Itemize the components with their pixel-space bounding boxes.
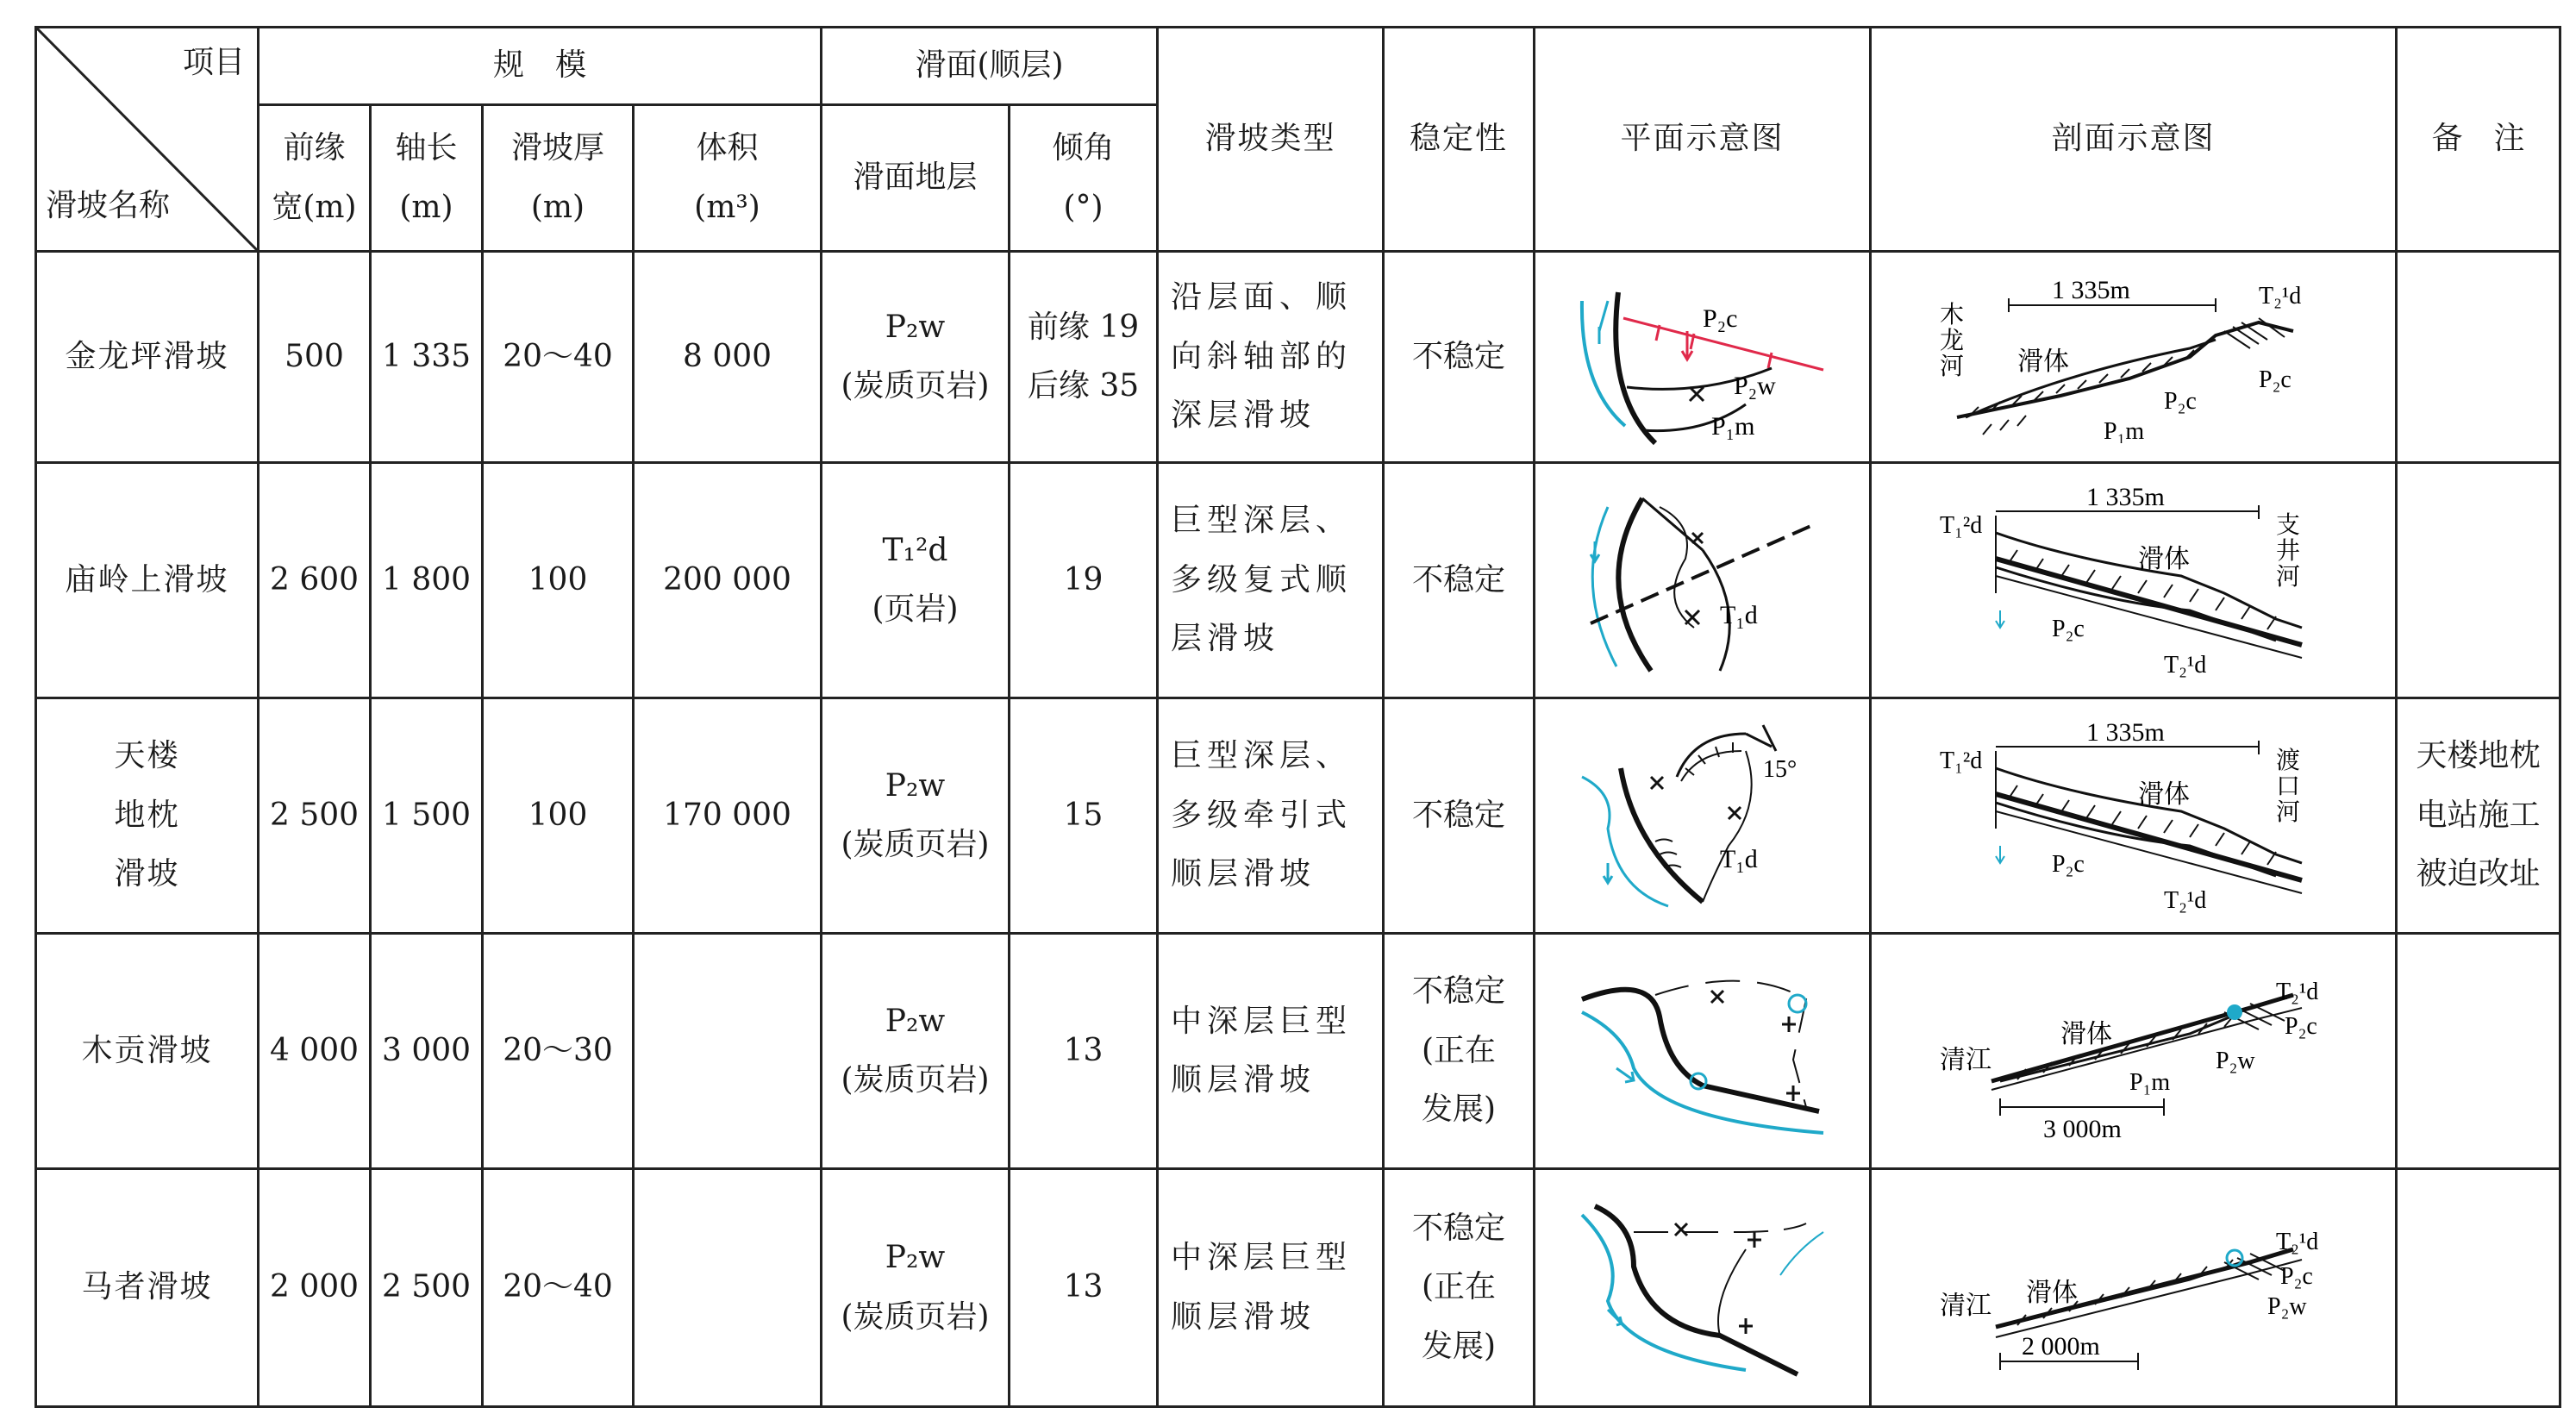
axis-length-value: 2 500 (371, 1169, 483, 1407)
stratum-value: P₂w (炭质页岩) (822, 934, 1010, 1169)
landslide-cross-section-sketch-icon (1931, 716, 2336, 915)
section-label: T₂¹d (2163, 652, 2206, 679)
header-section: 剖面示意图 (1871, 28, 2397, 252)
header-front-width: 前缘 宽(m) (259, 105, 371, 252)
landslide-type: 中深层巨型 顺层滑坡 (1158, 1169, 1384, 1407)
header-slide-group: 滑面(顺层) (822, 28, 1158, 105)
plan-label: 15° (1762, 756, 1797, 783)
landslide-name: 天楼 地枕 滑坡 (36, 698, 259, 934)
section-label: P₂c (2284, 1013, 2317, 1040)
plan-label: P₁m (1710, 412, 1754, 441)
axis-length-value: 1 335 (371, 252, 483, 463)
stratum-value: P₂w (炭质页岩) (822, 698, 1010, 934)
section-label: P₂c (2258, 366, 2292, 393)
table-row (36, 252, 2560, 463)
plan-sketch-cell (1535, 698, 1871, 934)
section-label: P₂c (2279, 1262, 2313, 1290)
axis-length-value: 1 800 (371, 463, 483, 698)
section-label: P₂c (2051, 616, 2085, 642)
landslide-plan-sketch-icon (1573, 1198, 1832, 1379)
section-label: P₂c (2051, 851, 2085, 878)
plan-label: T₁d (1719, 601, 1758, 629)
plan-sketch-cell (1535, 1169, 1871, 1407)
stability-value: 不稳定 (1384, 252, 1535, 463)
section-label: 滑体 (2137, 545, 2190, 573)
stability-value: 不稳定 (正在 发展) (1384, 1169, 1535, 1407)
axis-length-value: 1 500 (371, 698, 483, 934)
section-label: T₁²d (1939, 748, 1982, 774)
landslide-name: 庙岭上滑坡 (36, 463, 259, 698)
remark-value (2397, 252, 2560, 463)
volume-value: 200 000 (634, 463, 822, 698)
section-label: P₂w (2215, 1048, 2255, 1074)
axis-length-value: 3 000 (371, 934, 483, 1169)
section-label: 滑体 (2025, 1278, 2078, 1307)
header-stability: 稳定性 (1384, 28, 1535, 252)
plan-label: T₁d (1719, 845, 1758, 873)
section-label: 滑体 (2137, 780, 2190, 809)
stratum-value: P₂w (炭质页岩) (822, 1169, 1010, 1407)
dip-value: 前缘 19 后缘 35 (1010, 252, 1158, 463)
section-label: T₂¹d (2258, 283, 2301, 310)
table-row (36, 463, 2560, 698)
section-label: 清江 (1939, 1291, 1991, 1320)
front-width-value: 500 (259, 252, 371, 463)
stratum-value: P₂w (炭质页岩) (822, 252, 1010, 463)
volume-value (634, 1169, 822, 1407)
stability-value: 不稳定 (1384, 463, 1535, 698)
section-label: 3 000m (2042, 1115, 2122, 1142)
landslide-plan-sketch-icon (1573, 481, 1832, 679)
thickness-value: 20～40 (483, 1169, 634, 1407)
remark-value (2397, 463, 2560, 698)
plan-label: P₂c (1702, 304, 1737, 333)
section-label: P₂w (2267, 1292, 2307, 1320)
section-label: T₂¹d (2163, 887, 2206, 914)
landslide-cross-section-sketch-icon (1931, 960, 2336, 1142)
section-label: 滑体 (2016, 347, 2069, 376)
section-sketch-cell (1871, 698, 2397, 934)
dip-value: 13 (1010, 934, 1158, 1169)
landslide-plan-sketch-icon (1573, 266, 1832, 447)
landslide-name: 木贡滑坡 (36, 934, 259, 1169)
landslide-type: 中深层巨型 顺层滑坡 (1158, 934, 1384, 1169)
thickness-value: 20～40 (483, 252, 634, 463)
stratum-value: T₁²d (页岩) (822, 463, 1010, 698)
header-axis-length: 轴长 (m) (371, 105, 483, 252)
volume-value: 8 000 (634, 252, 822, 463)
landslide-type: 巨型深层、 多级牵引式 顺层滑坡 (1158, 698, 1384, 934)
landslide-cross-section-sketch-icon (1931, 1198, 2336, 1379)
table-row (36, 1169, 2560, 1407)
dip-value: 19 (1010, 463, 1158, 698)
volume-value (634, 934, 822, 1169)
section-label: 支井河 (2275, 512, 2300, 591)
header-stratum: 滑面地层 (822, 105, 1010, 252)
section-label: P₁m (2129, 1069, 2170, 1096)
landslide-cross-section-sketch-icon (1931, 481, 2336, 679)
table-row (36, 698, 2560, 934)
header-diagonal-cell (36, 28, 259, 252)
section-label: 渡口河 (2275, 748, 2300, 826)
section-label: P₂c (2163, 388, 2197, 415)
header-thickness: 滑坡厚 (m) (483, 105, 634, 252)
landslide-cross-section-sketch-icon (1931, 271, 2336, 443)
plan-sketch-cell (1535, 934, 1871, 1169)
stability-value: 不稳定 (正在 发展) (1384, 934, 1535, 1169)
section-sketch-cell (1871, 252, 2397, 463)
section-label: T₂¹d (2275, 979, 2318, 1005)
header-volume: 体积 (m³) (634, 105, 822, 252)
front-width-value: 2 000 (259, 1169, 371, 1407)
landslide-plan-sketch-icon (1573, 965, 1832, 1137)
section-sketch-cell (1871, 463, 2397, 698)
section-label: T₂¹d (2275, 1228, 2318, 1255)
landslide-type: 巨型深层、 多级复式顺 层滑坡 (1158, 463, 1384, 698)
section-label: 清江 (1939, 1046, 1991, 1074)
landslide-table-page (34, 26, 2559, 1405)
landslide-name: 马者滑坡 (36, 1169, 259, 1407)
header-type: 滑坡类型 (1158, 28, 1384, 252)
header-item-label: 项目 (182, 45, 245, 80)
remark-value (2397, 934, 2560, 1169)
landslide-type: 沿层面、顺 向斜轴部的 深层滑坡 (1158, 252, 1384, 463)
thickness-value: 20～30 (483, 934, 634, 1169)
section-sketch-cell (1871, 934, 2397, 1169)
thickness-value: 100 (483, 698, 634, 934)
front-width-value: 2 600 (259, 463, 371, 698)
volume-value: 170 000 (634, 698, 822, 934)
section-sketch-cell (1871, 1169, 2397, 1407)
remark-value (2397, 1169, 2560, 1407)
dip-value: 13 (1010, 1169, 1158, 1407)
header-plan: 平面示意图 (1535, 28, 1871, 252)
table-row (36, 934, 2560, 1169)
header-remark: 备 注 (2397, 28, 2560, 252)
section-label: P₁m (2103, 418, 2144, 443)
stability-value: 不稳定 (1384, 698, 1535, 934)
section-label: 1 335m (2085, 718, 2165, 747)
landslide-plan-sketch-icon (1573, 716, 1832, 915)
front-width-value: 4 000 (259, 934, 371, 1169)
thickness-value: 100 (483, 463, 634, 698)
plan-sketch-cell (1535, 252, 1871, 463)
header-name-label: 滑坡名称 (46, 187, 171, 223)
section-label: 1 335m (2085, 483, 2165, 511)
dip-value: 15 (1010, 698, 1158, 934)
remark-value: 天楼地枕 电站施工 被迫改址 (2397, 698, 2560, 934)
plan-label: P₂w (1733, 372, 1776, 400)
landslide-name: 金龙坪滑坡 (36, 252, 259, 463)
header-scale-group: 规 模 (259, 28, 822, 105)
section-label: 2 000m (2021, 1331, 2100, 1361)
section-label: 1 335m (2051, 276, 2130, 304)
section-label: T₁²d (1939, 512, 1982, 539)
section-label: 滑体 (2060, 1020, 2112, 1048)
front-width-value: 2 500 (259, 698, 371, 934)
plan-sketch-cell (1535, 463, 1871, 698)
landslide-table (34, 26, 2561, 1408)
section-label: 木龙河 (1939, 302, 1964, 380)
header-dip: 倾角 (°) (1010, 105, 1158, 252)
